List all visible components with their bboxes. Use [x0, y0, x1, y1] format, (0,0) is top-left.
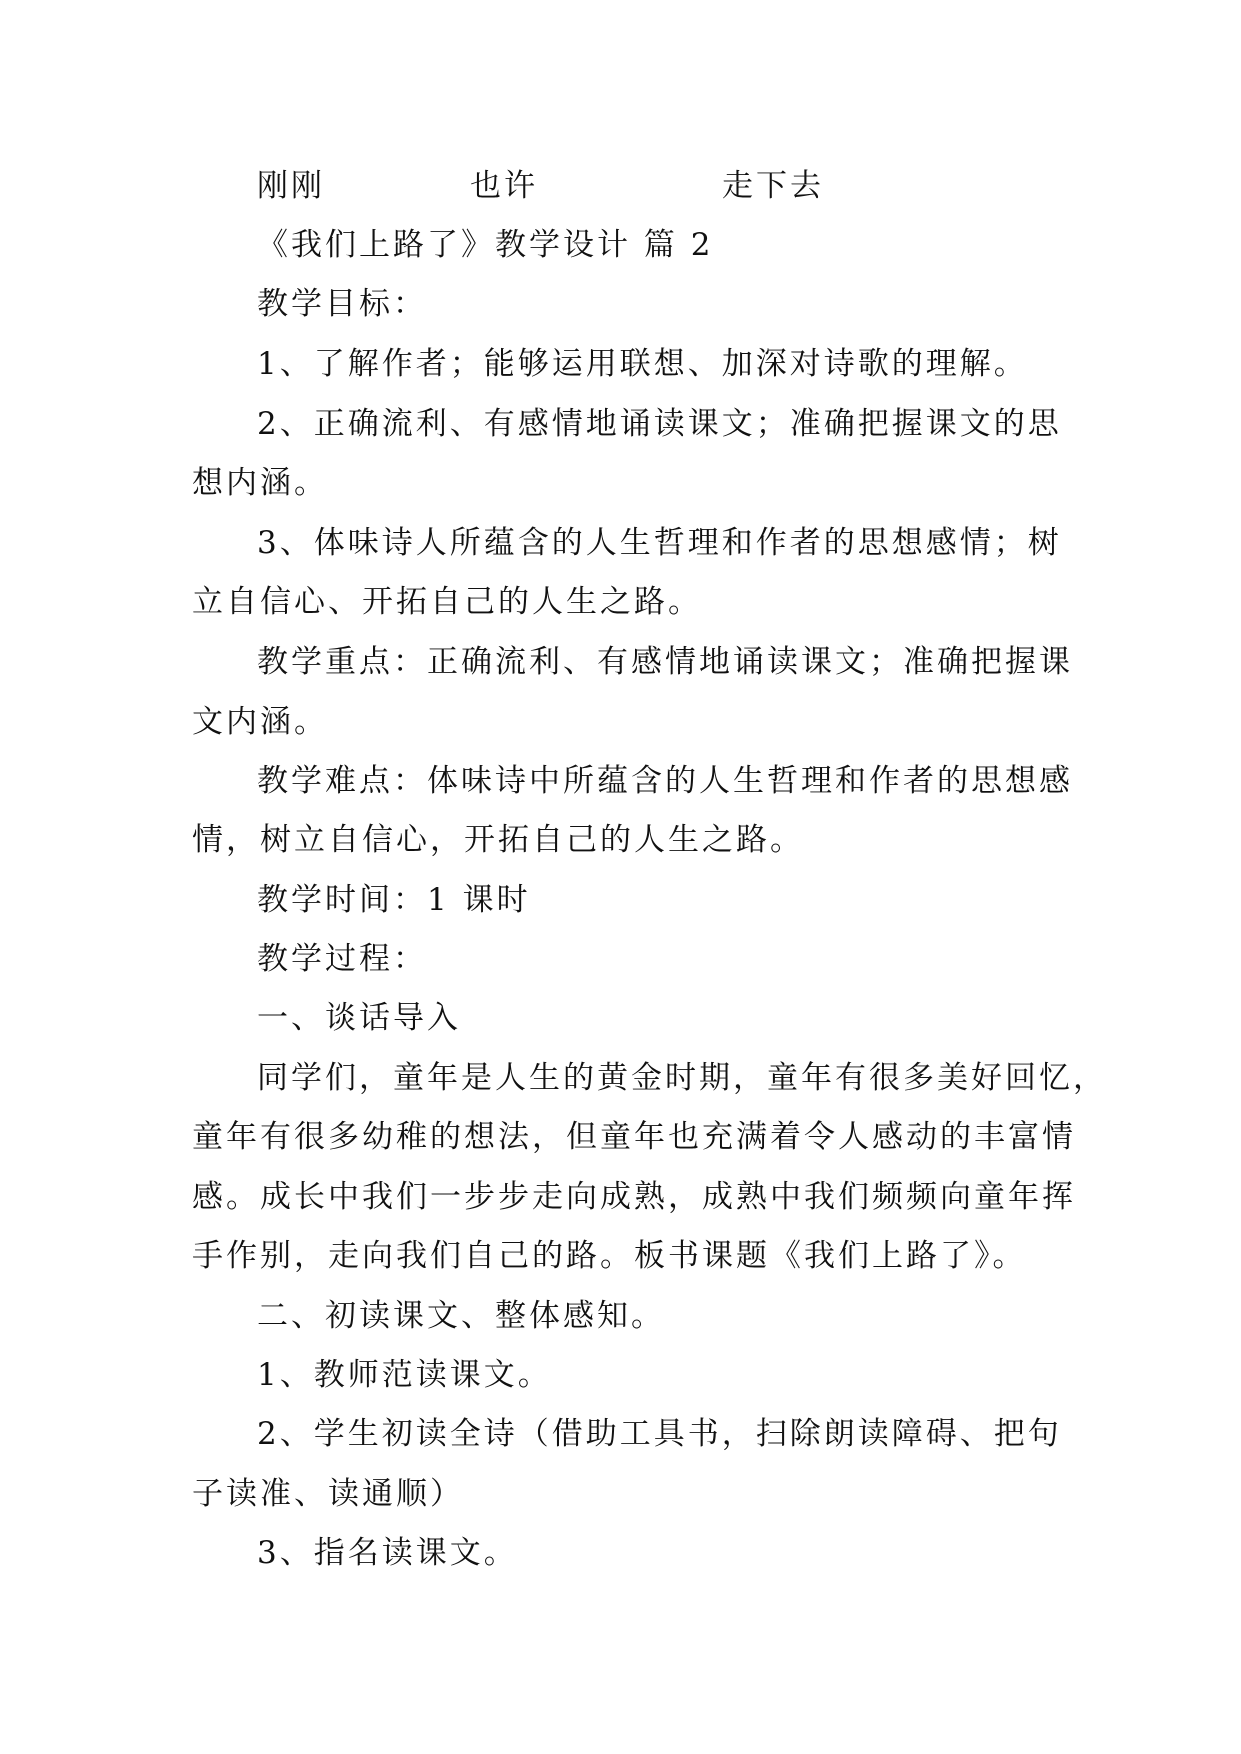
key-point-cont: 文内涵。 [192, 704, 328, 740]
teaching-time: 教学时间：1 课时 [257, 882, 531, 918]
difficulty-cont: 情，树立自信心，开拓自己的人生之路。 [192, 822, 804, 858]
section-2-heading: 二、初读课文、整体感知。 [257, 1298, 665, 1334]
word-ganggang: 刚刚 [257, 168, 325, 204]
word-zouxiaqu: 走下去 [722, 168, 824, 204]
paragraph-1-line-4: 手作别，走向我们自己的路。板书课题《我们上路了》。 [192, 1238, 1027, 1274]
word-yexu: 也许 [470, 168, 538, 204]
paragraph-1-line-1: 同学们，童年是人生的黄金时期，童年有很多美好回忆， [257, 1060, 1107, 1096]
difficulty: 教学难点：体味诗中所蕴含的人生哲理和作者的思想感 [257, 763, 1073, 799]
goal-3-cont: 立自信心、开拓自己的人生之路。 [192, 584, 702, 620]
section-1-heading: 一、谈话导入 [257, 1000, 461, 1036]
goal-3: 3、体味诗人所蕴含的人生哲理和作者的思想感情；树 [257, 525, 1062, 561]
goal-2: 2、正确流利、有感情地诵读课文；准确把握课文的思 [257, 406, 1062, 442]
goal-2-cont: 想内涵。 [192, 465, 328, 501]
teaching-goals-heading: 教学目标： [257, 286, 427, 322]
paragraph-1-line-2: 童年有很多幼稚的想法，但童年也充满着令人感动的丰富情 [192, 1119, 1076, 1155]
teaching-process-heading: 教学过程： [257, 941, 427, 977]
step-2: 2、学生初读全诗（借助工具书，扫除朗读障碍、把句 [257, 1416, 1062, 1452]
key-point: 教学重点：正确流利、有感情地诵读课文；准确把握课 [257, 644, 1073, 680]
step-1: 1、教师范读课文。 [257, 1357, 552, 1393]
step-2-cont: 子读准、读通顺） [192, 1476, 464, 1512]
step-3: 3、指名读课文。 [257, 1535, 518, 1571]
goal-1: 1、了解作者；能够运用联想、加深对诗歌的理解。 [257, 346, 1028, 382]
paragraph-1-line-3: 感。成长中我们一步步走向成熟，成熟中我们频频向童年挥 [192, 1179, 1076, 1215]
document-title: 《我们上路了》教学设计 篇 2 [257, 227, 714, 263]
